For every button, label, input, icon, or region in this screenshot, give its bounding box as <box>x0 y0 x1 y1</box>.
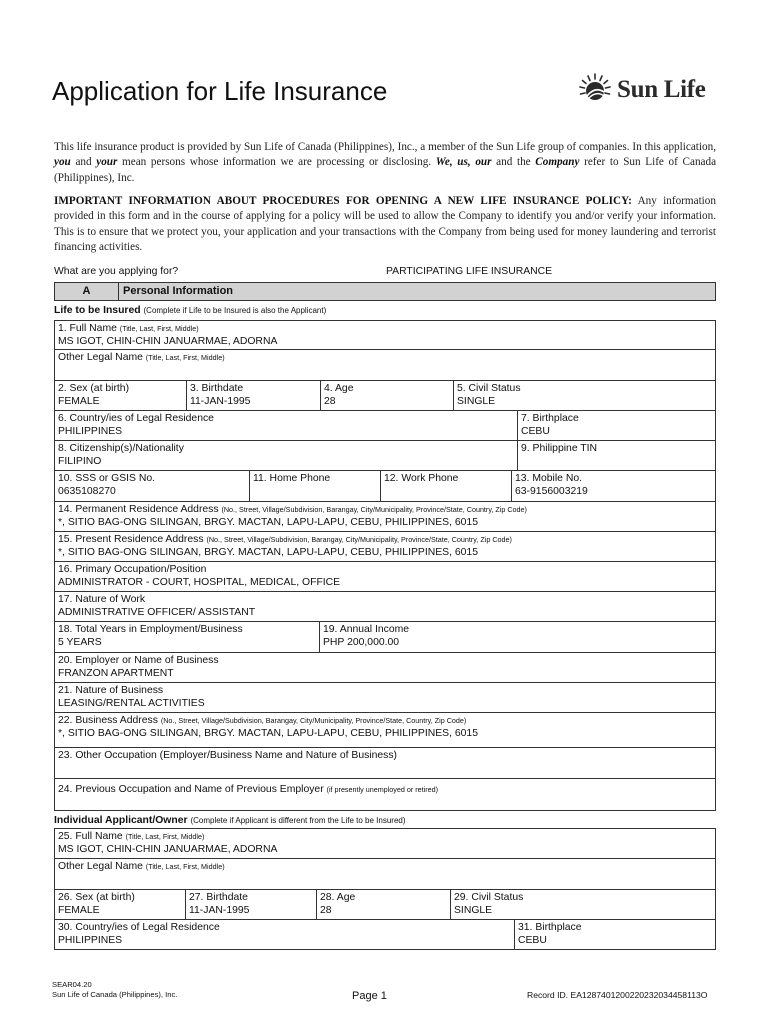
logo-text: Sun Life <box>617 76 706 103</box>
field-label: 20. Employer or Name of Business <box>58 655 219 666</box>
insured-basic-row <box>54 380 716 411</box>
insured-civil-cell <box>453 381 715 410</box>
insured-perm-address-cell <box>55 502 715 531</box>
important-info-text: Any information provided in this form and in the course of applying for a policy will be used to allow the Company to identify you and/or verify your information. This is to ensure that we protect you, your application and your transactions with the Company from being used for money laundering and terrorist financing activities. <box>54 195 716 254</box>
insured-occupation-cell <box>55 562 715 591</box>
field-label: 21. Nature of Business <box>58 685 164 696</box>
insured-other-name-cell <box>55 350 715 380</box>
insured-residence-row <box>54 410 716 441</box>
field-label: 4. Age <box>324 383 354 394</box>
insured-sss-value: 0635108270 <box>58 486 116 497</box>
field-note: (Title, Last, First, Middle) <box>145 353 225 362</box>
sun-life-logo <box>577 72 706 108</box>
important-info-heading: IMPORTANT INFORMATION ABOUT PROCEDURES FOR OPENING A NEW LIFE INSURANCE POLICY: <box>54 195 632 207</box>
insured-nature-business-cell <box>55 683 715 712</box>
insured-heading <box>54 305 326 316</box>
insured-pres-address-row <box>54 531 716 562</box>
field-note: (No., Street, Village/Subdivision, Barangay, City/Municipality, Province/State, Country, Zip Code) <box>221 505 527 514</box>
applying-for-row <box>54 266 716 280</box>
applying-for-value: PARTICIPATING LIFE INSURANCE <box>386 266 553 277</box>
insured-sex-value: FEMALE <box>58 396 100 407</box>
owner-birthdate-value: 11-JAN-1995 <box>189 905 250 916</box>
page-number: Page 1 <box>352 990 387 1002</box>
insured-employer-value: FRANZON APARTMENT <box>58 668 174 679</box>
insured-previous-occupation-row <box>54 778 716 811</box>
owner-basic-row <box>54 889 716 920</box>
field-label: 19. Annual Income <box>323 624 410 635</box>
insured-business-address-value: *, SITIO BAG-ONG SILINGAN, BRGY. MACTAN, LAPU-LAPU, CEBU, PHILIPPINES, 6015 <box>58 728 478 739</box>
field-label: 11. Home Phone <box>253 473 331 484</box>
important-info-paragraph <box>54 194 716 256</box>
field-label: 6. Country/ies of Legal Residence <box>58 413 214 424</box>
field-label: 16. Primary Occupation/Position <box>58 564 207 575</box>
owner-age-cell <box>316 890 450 919</box>
insured-work-phone-cell <box>380 471 511 501</box>
owner-heading-note: (Complete if Applicant is different from the Life to be Insured) <box>190 816 406 825</box>
insured-occupation-row <box>54 561 716 592</box>
insured-home-phone-cell <box>249 471 380 501</box>
field-label: Other Legal Name <box>58 861 143 872</box>
field-note: (if presently unemployed or retired) <box>326 785 439 794</box>
insured-other-occupation-cell <box>55 748 715 778</box>
insured-full-name-value: MS IGOT, CHIN-CHIN JANUARMAE, ADORNA <box>58 336 278 347</box>
field-label: 29. Civil Status <box>454 892 524 903</box>
footer-company: Sun Life of Canada (Philippines), Inc. <box>52 990 178 999</box>
insured-ids-row <box>54 470 716 502</box>
field-label: 30. Country/ies of Legal Residence <box>58 922 220 933</box>
applying-for-label: What are you applying for? <box>54 266 179 277</box>
field-label: 18. Total Years in Employment/Business <box>58 624 243 635</box>
term-we-us-our: We, us, our <box>435 156 492 169</box>
insured-business-address-row <box>54 712 716 748</box>
insured-full-name-cell <box>55 321 715 349</box>
field-label: 25. Full Name <box>58 831 123 842</box>
insured-occupation-value: ADMINISTRATOR - COURT, HOSPITAL, MEDICAL, OFFICE <box>58 577 341 588</box>
insured-pres-address-cell <box>55 532 715 561</box>
term-company: Company <box>535 156 580 169</box>
field-label: 22. Business Address <box>58 715 158 726</box>
section-name: Personal Information <box>123 285 234 297</box>
insured-nature-work-cell <box>55 592 715 621</box>
intro-paragraph <box>54 140 716 186</box>
insured-pres-address-value: *, SITIO BAG-ONG SILINGAN, BRGY. MACTAN, LAPU-LAPU, CEBU, PHILIPPINES, 6015 <box>58 547 478 558</box>
owner-residence-cell <box>55 920 514 949</box>
intro-text: mean persons whose information we are processing or disclosing. <box>122 156 432 169</box>
field-label: 31. Birthplace <box>518 922 582 933</box>
field-note: (Title, Last, First, Middle) <box>119 324 199 333</box>
field-label: 17. Nature of Work <box>58 594 146 605</box>
owner-civil-cell <box>450 890 715 919</box>
insured-income-cell <box>319 622 715 652</box>
field-label: 9. Philippine TIN <box>521 443 598 454</box>
field-label: 5. Civil Status <box>457 383 521 394</box>
term-your: your <box>96 156 118 169</box>
insured-sss-cell <box>55 471 249 501</box>
page-title: Application for Life Insurance <box>52 76 388 106</box>
insured-birthplace-cell <box>517 411 715 440</box>
owner-birthdate-cell <box>185 890 316 919</box>
sun-icon <box>577 72 613 108</box>
insured-age-value: 28 <box>324 396 336 407</box>
owner-sex-cell <box>55 890 185 919</box>
insured-tin-cell <box>517 441 715 470</box>
insured-heading-text: Life to be Insured <box>54 305 141 316</box>
insured-years-cell <box>55 622 319 652</box>
owner-civil-value: SINGLE <box>454 905 493 916</box>
field-label: 15. Present Residence Address <box>58 534 204 545</box>
field-label: 26. Sex (at birth) <box>58 892 135 903</box>
insured-birthdate-value: 11-JAN-1995 <box>190 396 251 407</box>
insured-perm-address-value: *, SITIO BAG-ONG SILINGAN, BRGY. MACTAN, LAPU-LAPU, CEBU, PHILIPPINES, 6015 <box>58 517 478 528</box>
insured-nature-work-row <box>54 591 716 622</box>
owner-heading <box>54 815 406 826</box>
owner-other-name-row <box>54 858 716 890</box>
insured-birthdate-cell <box>186 381 320 410</box>
insured-other-occupation-row <box>54 747 716 779</box>
insured-residence-value: PHILIPPINES <box>58 426 123 437</box>
insured-residence-cell <box>55 411 517 440</box>
insured-sex-cell <box>55 381 186 410</box>
footer-left <box>52 980 177 1000</box>
record-id: Record ID. EA1287401200220232034458113O <box>527 990 708 1000</box>
field-label: 12. Work Phone <box>384 473 459 484</box>
insured-nature-work-value: ADMINISTRATIVE OFFICER/ ASSISTANT <box>58 607 256 618</box>
field-note: (No., Street, Village/Subdivision, Barangay, City/Municipality, Province/State, Country, Zip Code) <box>206 535 512 544</box>
field-label: 1. Full Name <box>58 323 117 334</box>
field-label: 7. Birthplace <box>521 413 579 424</box>
field-label: 24. Previous Occupation and Name of Previous Employer <box>58 784 324 795</box>
field-label: 13. Mobile No. <box>515 473 582 484</box>
insured-civil-value: SINGLE <box>457 396 496 407</box>
owner-residence-row <box>54 919 716 950</box>
insured-mobile-value: 63-9156003219 <box>515 486 588 497</box>
insured-years-value: 5 YEARS <box>58 637 102 648</box>
insured-full-name-row <box>54 320 716 350</box>
intro-text: and <box>75 156 92 169</box>
owner-age-value: 28 <box>320 905 332 916</box>
field-label: 10. SSS or GSIS No. <box>58 473 156 484</box>
insured-business-address-cell <box>55 713 715 747</box>
owner-other-name-cell <box>55 859 715 889</box>
insured-mobile-cell <box>511 471 715 501</box>
field-label: 28. Age <box>320 892 356 903</box>
owner-heading-text: Individual Applicant/Owner <box>54 815 188 826</box>
insured-citizenship-value: FILIPINO <box>58 456 102 467</box>
field-label: 23. Other Occupation (Employer/Business Name and Nature of Business) <box>58 750 398 761</box>
form-code: SEAR04.20 <box>52 980 92 989</box>
field-note: (Title, Last, First, Middle) <box>125 832 205 841</box>
owner-sex-value: FEMALE <box>58 905 100 916</box>
intro-text: refer to Sun Life of Canada (Philippines), Inc. <box>54 156 717 184</box>
insured-previous-occupation-cell <box>55 779 715 810</box>
section-letter: A <box>55 283 119 300</box>
field-note: (Title, Last, First, Middle) <box>145 862 225 871</box>
insured-citizenship-cell <box>55 441 517 470</box>
owner-full-name-value: MS IGOT, CHIN-CHIN JANUARMAE, ADORNA <box>58 844 278 855</box>
insured-nature-business-row <box>54 682 716 713</box>
owner-full-name-cell <box>55 829 715 858</box>
owner-residence-value: PHILIPPINES <box>58 935 123 946</box>
intro-text: and the <box>496 156 531 169</box>
field-label: Other Legal Name <box>58 352 143 363</box>
insured-income-value: PHP 200,000.00 <box>323 637 400 648</box>
field-label: 3. Birthdate <box>190 383 244 394</box>
insured-birthplace-value: CEBU <box>521 426 550 437</box>
intro-text: This life insurance product is provided by Sun Life of Canada (Philippines), Inc., a member of the Sun Life group of companies. In this application, <box>54 141 716 153</box>
owner-birthplace-cell <box>514 920 715 949</box>
insured-employment-row <box>54 621 716 653</box>
insured-age-cell <box>320 381 453 410</box>
insured-citizenship-row <box>54 440 716 471</box>
field-label: 14. Permanent Residence Address <box>58 504 219 515</box>
insured-other-name-row <box>54 349 716 381</box>
field-note: (No., Street, Village/Subdivision, Barangay, City/Municipality, Province/State, Country, Zip Code) <box>160 716 467 725</box>
field-label: 8. Citizenship(s)/Nationality <box>58 443 184 454</box>
insured-nature-business-value: LEASING/RENTAL ACTIVITIES <box>58 698 205 709</box>
field-label: 2. Sex (at birth) <box>58 383 130 394</box>
insured-heading-note: (Complete if Life to be Insured is also the Applicant) <box>143 306 327 315</box>
insured-employer-row <box>54 652 716 683</box>
insured-perm-address-row <box>54 501 716 532</box>
term-you: you <box>54 156 71 169</box>
owner-birthplace-value: CEBU <box>518 935 547 946</box>
owner-full-name-row <box>54 828 716 859</box>
section-header <box>54 282 716 301</box>
field-label: 27. Birthdate <box>189 892 248 903</box>
insured-employer-cell <box>55 653 715 682</box>
